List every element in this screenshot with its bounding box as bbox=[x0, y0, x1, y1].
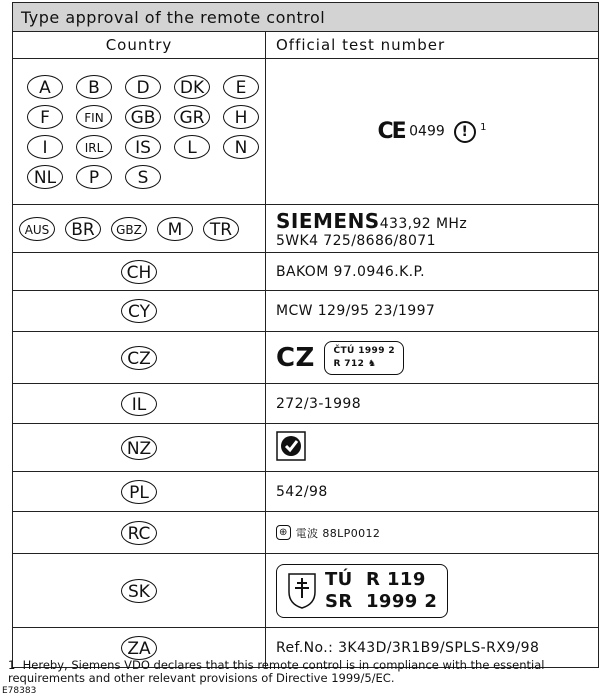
ce-number: 0499 bbox=[409, 123, 445, 140]
test-number: Ref.No.: 3K43D/3R1B9/SPLS-RX9/98 bbox=[266, 628, 599, 668]
country-code: N bbox=[223, 135, 259, 159]
country-code: CH bbox=[121, 260, 157, 284]
country-code: NZ bbox=[121, 436, 157, 460]
country-code: IRL bbox=[76, 135, 112, 159]
part-number: 5WK4 725/8686/8071 bbox=[276, 232, 436, 249]
country-code: BR bbox=[65, 217, 101, 241]
country-code: D bbox=[125, 75, 161, 99]
country-code: IL bbox=[121, 392, 157, 416]
country-code: H bbox=[223, 105, 259, 129]
country-code: PL bbox=[121, 480, 157, 504]
country-code: E bbox=[223, 75, 259, 99]
country-code: B bbox=[76, 75, 112, 99]
sk-label: TÚ R 119 SR 1999 2 bbox=[276, 564, 448, 618]
country-code: SK bbox=[121, 579, 157, 603]
number-header: Official test number bbox=[266, 32, 599, 59]
nz-cell bbox=[266, 424, 599, 472]
country-code: GBZ bbox=[111, 217, 147, 241]
country-code: CZ bbox=[121, 346, 157, 370]
country-code: S bbox=[125, 165, 161, 189]
cz-mark: CZ bbox=[276, 342, 315, 373]
country-code: L bbox=[174, 135, 210, 159]
siemens-cell bbox=[266, 205, 599, 253]
country-header: Country bbox=[13, 32, 266, 59]
ce-cell bbox=[266, 59, 599, 205]
country-code: FIN bbox=[76, 105, 112, 129]
shield-icon bbox=[287, 572, 317, 610]
lion-icon: ♞ bbox=[367, 358, 377, 369]
ce-mark: CE bbox=[377, 119, 405, 144]
country-code: GB bbox=[125, 105, 161, 129]
country-code: GR bbox=[174, 105, 210, 129]
type-approval-table bbox=[12, 2, 599, 668]
country-code: M bbox=[157, 217, 193, 241]
test-number: BAKOM 97.0946.K.P. bbox=[266, 253, 599, 291]
country-code: AUS bbox=[19, 217, 55, 241]
country-code: I bbox=[27, 135, 63, 159]
test-number: MCW 129/95 23/1997 bbox=[266, 291, 599, 332]
country-code: F bbox=[27, 105, 63, 129]
doc-code: E78383 bbox=[2, 686, 37, 696]
test-number: 272/3-1998 bbox=[266, 384, 599, 424]
alert-icon: ! bbox=[454, 121, 476, 143]
freq: 433,92 MHz bbox=[379, 215, 468, 232]
cz-cell bbox=[266, 332, 599, 384]
country-code: DK bbox=[174, 75, 210, 99]
cz-label: ČTÚ 1999 2 R 712 ♞ bbox=[324, 341, 404, 375]
rc-cell bbox=[266, 512, 599, 554]
country-code: ZA bbox=[121, 636, 157, 660]
sk-cell bbox=[266, 554, 599, 628]
country-code: P bbox=[76, 165, 112, 189]
country-code: RC bbox=[121, 521, 157, 545]
group1-countries bbox=[13, 59, 266, 205]
country-code: A bbox=[27, 75, 63, 99]
footnote-ref: 1 bbox=[480, 121, 487, 133]
country-code: IS bbox=[125, 135, 161, 159]
country-code: NL bbox=[27, 165, 63, 189]
rc-number: 電波 88LP0012 bbox=[295, 526, 381, 540]
country-code: TR bbox=[203, 217, 239, 241]
ctick-icon bbox=[276, 431, 306, 461]
table-title: Type approval of the remote control bbox=[13, 3, 599, 32]
test-number: 542/98 bbox=[266, 472, 599, 512]
rc-icon: ⊕ bbox=[276, 525, 291, 540]
country-code: CY bbox=[121, 299, 157, 323]
footnote: 1 Hereby, Siemens VDO declares that this remote control is in compliance with the essential requirements and other relevant provisions of Directive 1999/5/EC. bbox=[8, 658, 545, 685]
brand: SIEMENS bbox=[276, 208, 380, 233]
group2-countries bbox=[13, 205, 266, 253]
